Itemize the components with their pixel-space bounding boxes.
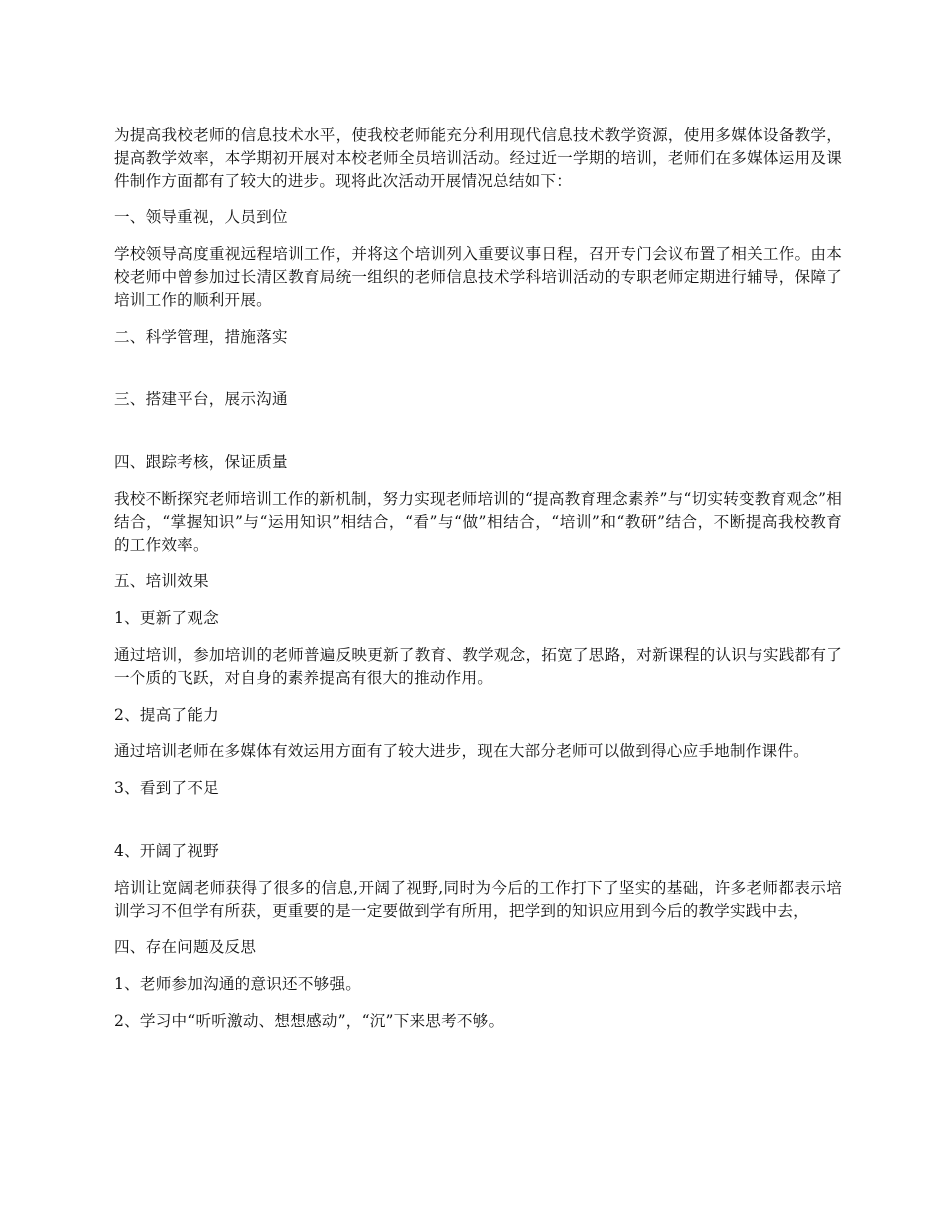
paragraph-5-4: 培训让宽阔老师获得了很多的信息,开阔了视野,同时为今后的工作打下了坚实的基础，许多老师都表示培训学习不但学有所获，更重要的是一定要做到学有所用，把学到的知识应用到今后的教学实践中去， — [114, 878, 842, 920]
issue-item-2: 2、学习中“听听激动、想想感动”，“沉”下来思考不够。 — [114, 1011, 505, 1030]
paragraph-5-1: 通过培训，参加培训的老师普遍反映更新了教育、教学观念，拓宽了思路，对新课程的认识与实践都有了一个质的飞跃，对自身的素养提高有很大的推动作用。 — [114, 645, 842, 687]
section-heading-5: 五、培训效果 — [114, 572, 209, 591]
subheading-5-3: 3、看到了不足 — [114, 779, 219, 798]
paragraph-5-2: 通过培训老师在多媒体有效运用方面有了较大进步，现在大部分老师可以做到得心应手地制作课件。 — [114, 742, 809, 761]
issue-item-1: 1、老师参加沟通的意识还不够强。 — [114, 975, 362, 994]
section-heading-3: 三、搭建平台，展示沟通 — [114, 390, 288, 409]
subheading-5-2: 2、提高了能力 — [114, 705, 219, 724]
section-heading-2: 二、科学管理，措施落实 — [114, 327, 288, 346]
intro-paragraph: 为提高我校老师的信息技术水平，使我校老师能充分利用现代信息技术教学资源，使用多媒体设备教学，提高教学效率，本学期初开展对本校老师全员培训活动。经过近一学期的培训，老师们在多媒体运用及课件制作方面都有了较大的进步。现将此次活动开展情况总结如下： — [114, 126, 842, 190]
document-body — [114, 124, 842, 1033]
subheading-5-1: 1、更新了观念 — [114, 609, 219, 628]
section-paragraph-1: 学校领导高度重视远程培训工作，并将这个培训列入重要议事日程，召开专门会议布置了相关工作。由本校老师中曾参加过长清区教育局统一组织的老师信息技术学科培训活动的专职老师定期进行辅导，保障了培训工作的顺利开展。 — [114, 245, 842, 309]
subheading-5-4: 4、开阔了视野 — [114, 841, 219, 860]
section-heading-4: 四、跟踪考核，保证质量 — [114, 453, 288, 472]
section-heading-1: 一、领导重视，人员到位 — [114, 208, 288, 227]
section-heading-6: 四、存在问题及反思 — [114, 938, 257, 957]
section-paragraph-4: 我校不断探究老师培训工作的新机制，努力实现老师培训的“提高教育理念素养”与“切实转变教育观念”相结合，“掌握知识”与“运用知识”相结合，“看”与“做”相结合，“培训”和“教研”结合，不断提高我校教育的工作效率。 — [114, 489, 842, 554]
